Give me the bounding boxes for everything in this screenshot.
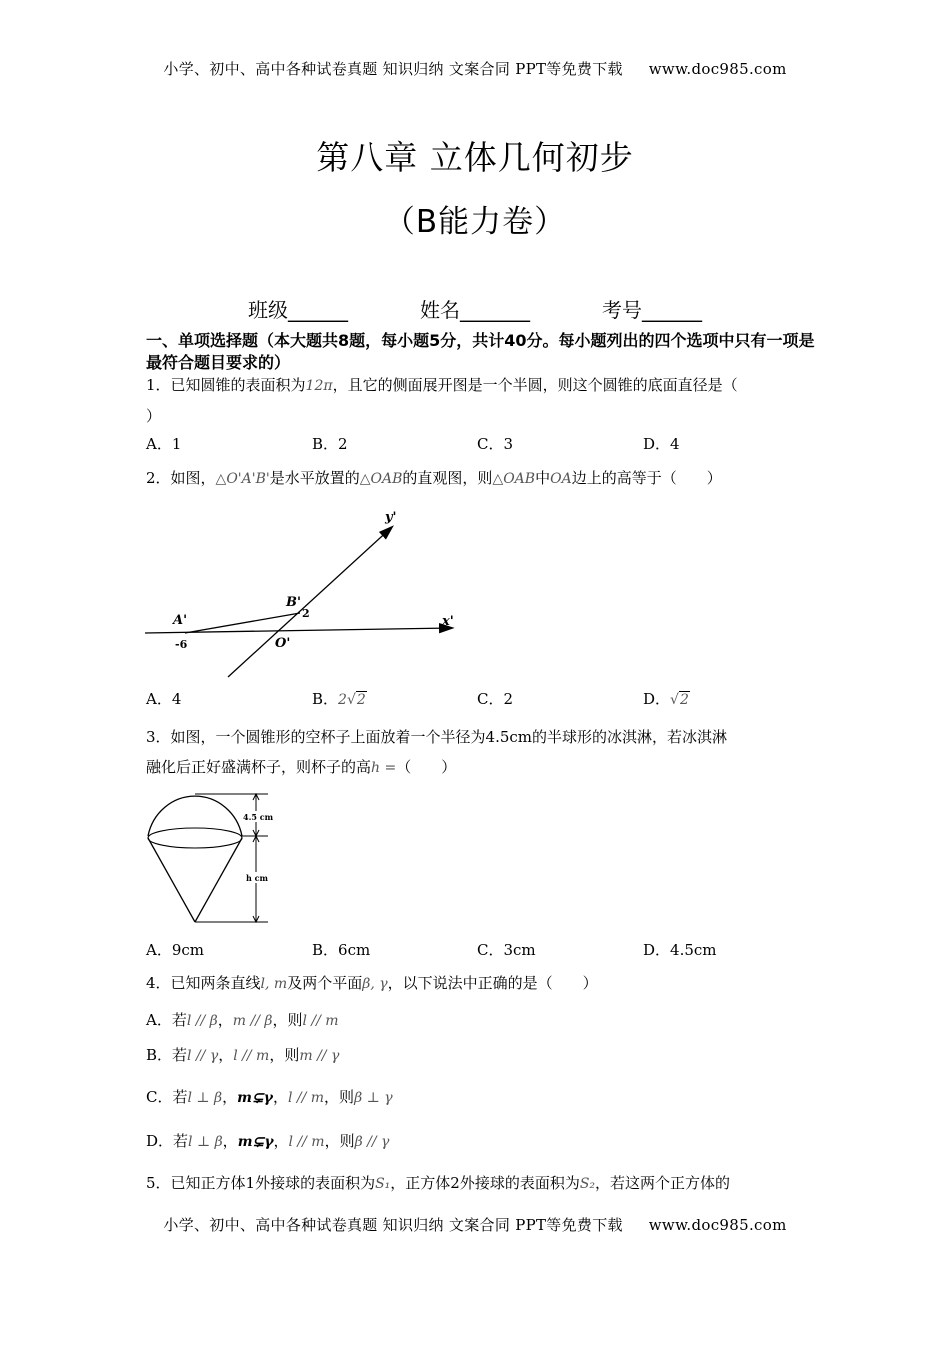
label-b: B': [286, 595, 301, 610]
q2-text: 2．如图，: [146, 469, 216, 487]
q4-c-math-1: l ⊥ β: [187, 1090, 223, 1106]
q2-option-a[interactable]: A．4: [146, 690, 182, 708]
q2-text-4: 边上的高等于（ ）: [571, 469, 722, 487]
label-neg6: -6: [175, 638, 188, 651]
question-3: [146, 722, 816, 783]
q4-b-label: B．若: [146, 1046, 188, 1064]
question-4: [146, 968, 816, 999]
q4-d-sep-1: ，: [222, 1132, 238, 1150]
hemisphere: [148, 796, 242, 836]
q2-math-1: △O'A'B': [215, 471, 270, 487]
q1-text-2: ，且它的侧面展开图是一个半圆，则这个圆锥的底面直径是（: [332, 376, 738, 394]
q2-text-1: 是水平放置的: [269, 469, 360, 487]
q1-close: ）: [146, 407, 162, 425]
segment-ab: [185, 613, 300, 633]
page-footer: [0, 1214, 950, 1235]
q4-b-math-2: l // m: [233, 1048, 270, 1064]
q3-text-3: （ ）: [396, 758, 457, 776]
cone-right: [195, 838, 242, 922]
q4-a-math-3: l // m: [302, 1013, 339, 1029]
q4-c-sep-1: ，: [222, 1088, 238, 1106]
q4-c-math-2: m⊊γ: [237, 1090, 273, 1106]
cone-rim: [148, 828, 242, 848]
q2-math-4: OA: [550, 471, 572, 487]
q3-text-1: 3．如图，一个圆锥形的空杯子上面放着一个半径为4.5cm的半球形的冰淇淋，若冰淇淋: [146, 728, 728, 746]
q1-options: [0, 433, 950, 457]
q4-option-d[interactable]: [146, 1126, 816, 1157]
section-heading: 一、单项选择题（本大题共8题，每小题5分，共计40分。每小题列出的四个选项中只有一项是最符合题目要求的）: [146, 331, 815, 372]
q2-option-b-rad: 2: [356, 692, 366, 708]
q4-math-2: β, γ: [362, 976, 388, 992]
q4-d-math-2: m⊊γ: [237, 1134, 274, 1150]
q1-option-d[interactable]: D．4: [643, 435, 680, 453]
label-a: A': [173, 613, 188, 628]
q4-c-math-3: l // m: [287, 1090, 325, 1106]
q4-b-sep-1: ，: [218, 1046, 234, 1064]
q4-c-sep-3: ，则: [324, 1088, 355, 1106]
q3-figure: [144, 786, 274, 926]
q2-option-c[interactable]: C．2: [477, 690, 514, 708]
q5-math-1: S₁: [375, 1176, 391, 1192]
q2-option-b[interactable]: B．2√2: [312, 690, 366, 708]
question-1: [146, 370, 816, 431]
q4-d-math-1: l ⊥ β: [188, 1134, 223, 1150]
q2-option-b-label: B．: [312, 690, 339, 708]
number-field[interactable]: 考号______: [602, 298, 702, 322]
student-info: [0, 294, 950, 323]
q2-option-d-rad: 2: [679, 692, 689, 708]
q4-math-1: l, m: [260, 976, 288, 992]
label-o: O': [275, 636, 291, 651]
q5-text-3: ，若这两个正方体的: [595, 1174, 731, 1192]
q4-b-math-1: l // γ: [187, 1048, 219, 1064]
q4-c-label: C．若: [146, 1088, 188, 1106]
q2-option-d-label: D．: [643, 690, 671, 708]
q1-math: 12π: [305, 378, 333, 394]
page-subtitle: （B能力卷）: [383, 204, 567, 240]
q4-a-math-2: m // β: [232, 1013, 273, 1029]
q4-d-label: D．若: [146, 1132, 189, 1150]
q4-a-sep-2: ，则: [272, 1011, 303, 1029]
page-title: 第八章 立体几何初步: [316, 138, 634, 177]
q4-a-label: A．若: [146, 1011, 187, 1029]
q4-a-math-1: l // β: [186, 1013, 218, 1029]
q2-option-d[interactable]: D．√2: [643, 690, 689, 708]
q5-math-2: S₂: [579, 1176, 596, 1192]
q4-option-a[interactable]: [146, 1005, 816, 1036]
q2-figure: [140, 505, 470, 685]
label-x: x': [442, 614, 454, 629]
q1-option-a[interactable]: A．1: [146, 435, 182, 453]
q4-a-sep-1: ，: [217, 1011, 233, 1029]
q1-option-b[interactable]: B．2: [312, 435, 348, 453]
q5-text-2: ，正方体2外接球的表面积为: [390, 1174, 580, 1192]
q3-option-a[interactable]: A．9cm: [146, 941, 205, 959]
q4-text-2: 及两个平面: [287, 974, 363, 992]
label-h: h cm: [246, 873, 268, 883]
q1-text: 1．已知圆锥的表面积为: [146, 376, 306, 394]
q4-c-math-4: β ⊥ γ: [354, 1090, 393, 1106]
q3-options: [0, 939, 950, 963]
q4-option-b[interactable]: [146, 1040, 816, 1071]
q2-text-2: 的直观图，则: [402, 469, 493, 487]
label-2: 2: [302, 607, 310, 620]
q2-math-3: △OAB: [492, 471, 536, 487]
question-2: [146, 463, 816, 494]
label-y: y': [385, 510, 397, 525]
footer-text: 小学、初中、高中各种试卷真题 知识归纳 文案合同 PPT等免费下载: [163, 1216, 623, 1234]
q4-d-sep-3: ，则: [324, 1132, 355, 1150]
q4-b-math-3: m // γ: [299, 1048, 340, 1064]
q4-c-sep-2: ，: [272, 1088, 288, 1106]
q2-math-2: △OAB: [359, 471, 403, 487]
question-5: [146, 1168, 816, 1199]
q2-text-3: 中: [535, 469, 551, 487]
class-field[interactable]: 班级______: [248, 298, 348, 322]
q4-d-math-4: β // γ: [354, 1134, 390, 1150]
footer-site[interactable]: www.doc985.com: [648, 1216, 787, 1234]
y-axis: [228, 527, 392, 677]
name-field[interactable]: 姓名_______: [420, 298, 530, 322]
q5-text-1: 5．已知正方体1外接球的表面积为: [146, 1174, 376, 1192]
q3-option-d[interactable]: D．4.5cm: [643, 941, 717, 959]
q1-option-c[interactable]: C．3: [477, 435, 514, 453]
q2-options: [0, 688, 950, 712]
q3-text-2: 融化后正好盛满杯子，则杯子的高: [146, 758, 372, 776]
q2-option-b-coef: 2: [338, 692, 347, 708]
q4-d-sep-2: ，: [273, 1132, 289, 1150]
label-r: 4.5 cm: [243, 812, 274, 822]
header-site[interactable]: www.doc985.com: [648, 60, 787, 78]
q3-option-b[interactable]: B．6cm: [312, 941, 371, 959]
page-header: [0, 58, 950, 79]
header-text: 小学、初中、高中各种试卷真题 知识归纳 文案合同 PPT等免费下载: [163, 60, 623, 78]
q3-math: h =: [371, 760, 397, 776]
q3-option-c[interactable]: C．3cm: [477, 941, 536, 959]
q4-text-3: ，以下说法中正确的是（ ）: [387, 974, 598, 992]
q4-b-sep-2: ，则: [269, 1046, 300, 1064]
cone-left: [148, 838, 195, 922]
q4-text-1: 4．已知两条直线: [146, 974, 261, 992]
q4-option-c[interactable]: [146, 1082, 816, 1113]
q4-d-math-3: l // m: [288, 1134, 325, 1150]
